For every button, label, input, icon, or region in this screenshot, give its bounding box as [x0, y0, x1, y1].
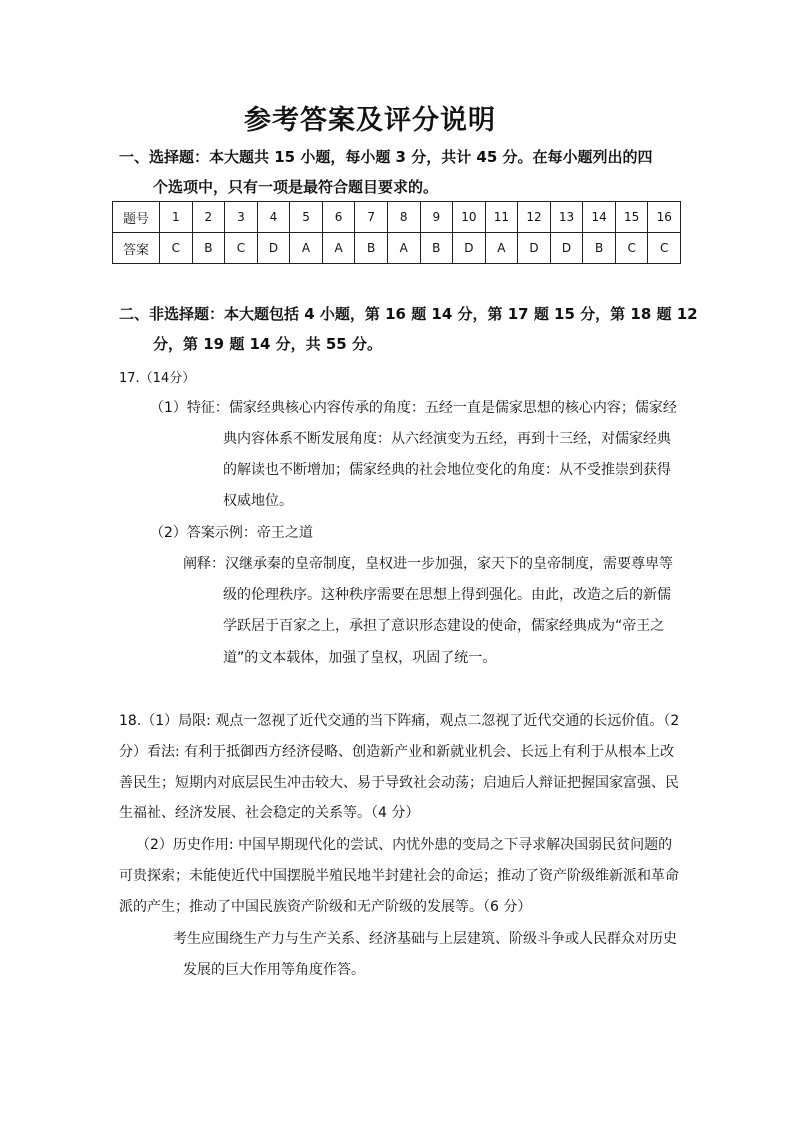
answer-cell: A: [290, 233, 323, 264]
answer-table: [112, 201, 681, 264]
question-number: 5: [290, 202, 323, 233]
q17-part2-line: 学跃居于百家之上，承担了意识形态建设的使命，儒家经典成为“帝王之: [223, 618, 665, 634]
q17-part2-example: （2）答案示例：帝王之道: [150, 525, 313, 541]
answer-cell: D: [550, 233, 583, 264]
question-number: 7: [355, 202, 388, 233]
answer-cell: A: [322, 233, 355, 264]
q18-part2-line: （2）历史作用: 中国早期现代化的尝试、内忧外患的变局之下寻求解决国弱民贫问题的: [136, 837, 673, 853]
q18-note-line: 考生应围绕生产力与生产关系、经济基础与上层建筑、阶级斗争或人民群众对历史: [173, 931, 677, 947]
question-number: 13: [550, 202, 583, 233]
answer-cell: B: [420, 233, 453, 264]
answer-cell: D: [453, 233, 486, 264]
answer-cell: B: [355, 233, 388, 264]
question-number: 6: [322, 202, 355, 233]
q18-part2-line: 派的产生；推动了中国民族资产阶级和无产阶级的发展等。（6 分）: [119, 899, 532, 915]
answer-cell: A: [485, 233, 518, 264]
answer-row: [113, 233, 681, 264]
section1-line2: 个选项中，只有一项是最符合题目要求的。: [153, 178, 439, 196]
q18-part1-line: 分）看法: 有利于抵御西方经济侵略、创造新产业和新就业机会、长远上有利于从根本上改: [119, 744, 675, 760]
q18-part1-line: 生福祉、经济发展、社会稳定的关系等。（4 分）: [119, 805, 420, 821]
question-number: 11: [485, 202, 518, 233]
section2-line1: 二、非选择题：本大题包括 4 小题，第 16 题 14 分，第 17 题 15 分，第 18 题 12: [119, 305, 698, 323]
q17-heading: 17.（14分）: [119, 371, 196, 386]
q18-part1-line: 善民生；短期内对底层民生冲击较大、易于导致社会动荡；启迪后人辩证把握国家富强、民: [119, 775, 679, 791]
answer-cell: B: [192, 233, 225, 264]
section1-line1: 一、选择题：本大题共 15 小题，每小题 3 分，共计 45 分。在每小题列出的四: [119, 148, 653, 166]
q18-part2-line: 可贵探索；未能使近代中国摆脱半殖民地半封建社会的命运；推动了资产阶级维新派和革命: [119, 868, 679, 884]
question-number: 12: [518, 202, 551, 233]
q17-part1-line: （1）特征：儒家经典核心内容传承的角度：五经一直是儒家思想的核心内容；儒家经: [150, 400, 677, 416]
question-number: 1: [160, 202, 193, 233]
question-number: 4: [257, 202, 290, 233]
question-number: 3: [225, 202, 258, 233]
question-number: 14: [583, 202, 616, 233]
q18-note-line: 发展的巨大作用等角度作答。: [183, 962, 365, 978]
answer-cell: C: [648, 233, 681, 264]
q18-part1-line: 18.（1）局限: 观点一忽视了近代交通的当下阵痛，观点二忽视了近代交通的长远价值。（2: [119, 713, 680, 729]
q17-part2-line: 道”的文本载体，加强了皇权，巩固了统一。: [223, 650, 497, 666]
question-number: 9: [420, 202, 453, 233]
answer-cell: C: [615, 233, 648, 264]
answer-cell: D: [257, 233, 290, 264]
question-number: 15: [615, 202, 648, 233]
answer-cell: D: [518, 233, 551, 264]
answer-cell: C: [160, 233, 193, 264]
answer-cell: C: [225, 233, 258, 264]
question-number: 10: [453, 202, 486, 233]
question-number: 16: [648, 202, 681, 233]
q17-part2-line: 阐释：汉继承秦的皇帝制度，皇权进一步加强，家天下的皇帝制度，需要尊卑等: [183, 556, 673, 572]
q17-part1-line: 权威地位。: [223, 493, 293, 509]
answer-cell: A: [387, 233, 420, 264]
q17-part1-line: 典内容体系不断发展角度：从六经演变为五经，再到十三经，对儒家经典: [223, 431, 671, 447]
q17-part2-line: 级的伦理秩序。这种秩序需要在思想上得到强化。由此，改造之后的新儒: [223, 587, 671, 603]
question-number: 8: [387, 202, 420, 233]
question-number: 2: [192, 202, 225, 233]
row-label-number: 题号: [113, 202, 160, 233]
answer-cell: B: [583, 233, 616, 264]
question-number-row: [113, 202, 681, 233]
row-label-answer: 答案: [113, 233, 160, 264]
section2-line2: 分，第 19 题 14 分，共 55 分。: [153, 335, 382, 353]
page-title: 参考答案及评分说明: [244, 105, 496, 136]
q17-part1-line: 的解读也不断增加；儒家经典的社会地位变化的角度：从不受推崇到获得: [223, 462, 671, 478]
